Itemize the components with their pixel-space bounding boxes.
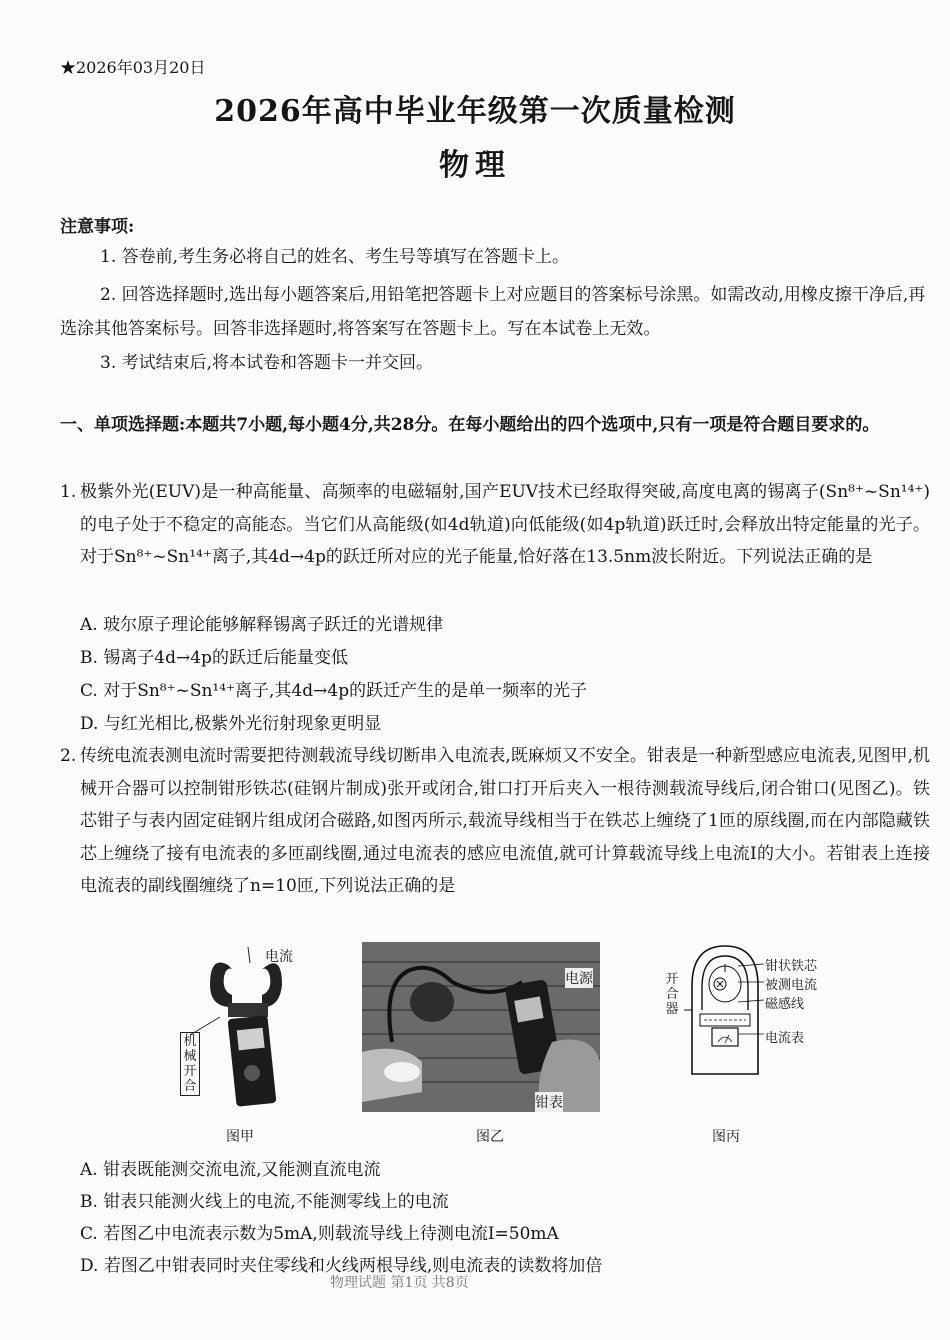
q2-option-b: B. 钳表只能测火线上的电流,不能测零线上的电流	[80, 1192, 449, 1212]
fig-jia-switch-label: 机械开合	[180, 1032, 200, 1096]
question-stem: 传统电流表测电流时需要把待测载流导线切断串入电流表,既麻烦又不安全。钳表是一种新型感应电流表,见图甲,机械开合器可以控制钳形铁芯(硅钢片制成)张开或闭合,钳口打开后夹入一根待测载流导线后,闭合钳口(见图乙)。铁芯钳子与表内固定硅钢片组成闭合磁路,如图丙所示,载流导线相当于在铁芯上缠绕了1匝的原线圈,而在内部隐藏铁芯上缠绕了接有电流表的多匝副线圈,通过电流表的感应电流值,就可计算载流导线上电流I的大小。若钳表上连接电流表的副线圈缠绕了n=10匝,下列说法正确的是	[80, 746, 930, 897]
fig-bing-leader-lines	[738, 952, 768, 1042]
fig-bing-field-label: 磁感线	[765, 997, 805, 1012]
fig-bing-switch-label: 开合器	[665, 972, 679, 1017]
q2-option-a: A. 钳表既能测交流电流,又能测直流电流	[80, 1160, 381, 1180]
fig-bing-meter-label: 电流表	[765, 1031, 805, 1046]
q2-option-d: D. 若图乙中钳表同时夹住零线和火线两根导线,则电流表的读数将加倍	[80, 1256, 603, 1276]
fig-yi-meter-label: 钳表	[535, 1092, 563, 1112]
question-number: 1.	[60, 482, 77, 502]
question-number: 2.	[60, 746, 77, 766]
question-2	[60, 740, 930, 903]
notice-item-3: 3. 考试结束后,将本试卷和答题卡一并交回。	[100, 353, 434, 373]
notice-heading: 注意事项:	[60, 217, 135, 237]
q1-option-d: D. 与红光相比,极紫外光衍射现象更明显	[80, 714, 382, 734]
section-heading: 一、单项选择题:本题共7小题,每小题4分,共28分。在每小题给出的四个选项中,只有一项是符合题目要求的。	[60, 415, 880, 435]
fig-jia-current-label: 电流	[265, 949, 293, 965]
exam-title: 2026年高中毕业年级第一次质量检测	[214, 94, 736, 129]
exam-date: ★2026年03月20日	[60, 58, 206, 77]
notice-item-2: 2. 回答选择题时,选出每小题答案后,用铅笔把答题卡上对应题目的答案标号涂黑。如需改动,用橡皮擦干净后,再选涂其他答案标号。回答非选择题时,将答案写在答题卡上。写在本试卷上无效。	[60, 285, 926, 339]
q2-option-c: C. 若图乙中电流表示数为5mA,则载流导线上待测电流I=50mA	[80, 1224, 559, 1244]
question-1	[60, 476, 930, 574]
fig-yi-source-label: 电源	[565, 968, 593, 988]
fig-yi-caption: 图乙	[476, 1129, 504, 1145]
notice-item-1: 1. 答卷前,考生务必将自己的姓名、考生号等填写在答题卡上。	[100, 247, 570, 267]
q1-option-b: B. 锡离子4d→4p的跃迁后能量变低	[80, 648, 348, 668]
fig-bing-wire-label: 被测电流	[765, 978, 818, 993]
question-stem: 极紫外光(EUV)是一种高能量、高频率的电磁辐射,国产EUV技术已经取得突破,高度电离的锡离子(Sn⁸⁺~Sn¹⁴⁺)的电子处于不稳定的高能态。当它们从高能级(如4d轨道)向低能级(如4p轨道)跃迁时,会释放出特定能量的光子。对于Sn⁸⁺~Sn¹⁴⁺离子,其4d→4p的跃迁所对应的光子能量,恰好落在13.5nm波长附近。下列说法正确的是	[80, 482, 930, 568]
fig-bing-caption: 图丙	[712, 1129, 740, 1145]
fig-jia-caption: 图甲	[226, 1129, 254, 1145]
exam-subject: 物理	[439, 148, 511, 183]
q1-option-c: C. 对于Sn⁸⁺~Sn¹⁴⁺离子,其4d→4p的跃迁产生的是单一频率的光子	[80, 681, 588, 701]
page-footer: 物理试题 第1页 共8页	[330, 1275, 469, 1291]
q1-option-a: A. 玻尔原子理论能够解释锡离子跃迁的光谱规律	[80, 615, 444, 635]
fig-bing-core-label: 钳状铁芯	[765, 959, 818, 974]
